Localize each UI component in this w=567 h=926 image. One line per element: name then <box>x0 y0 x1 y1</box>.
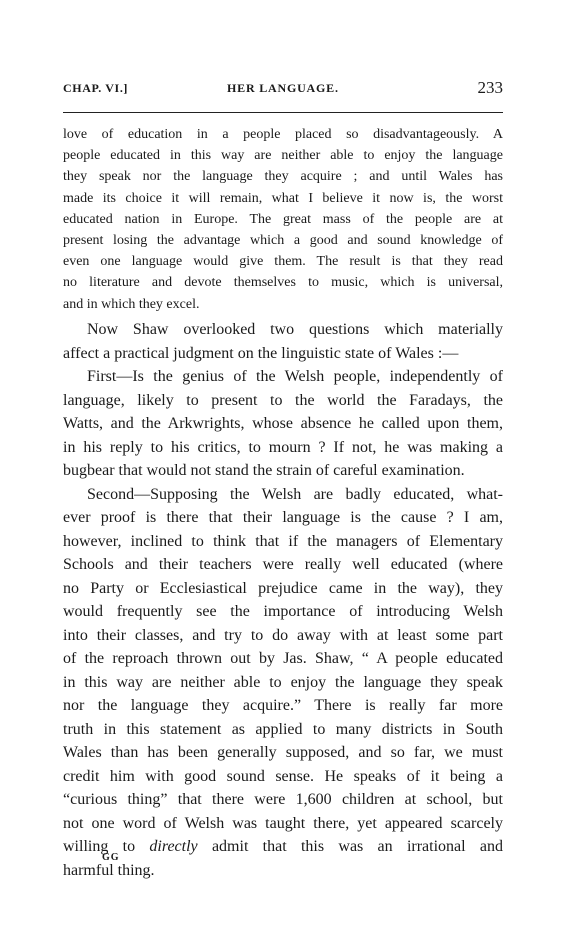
body-line: First—Is the genius of the Welsh people, independently of <box>87 368 503 385</box>
quote-line: educated nation in Europe. The great mass of the people are at <box>63 211 503 227</box>
body-line: Watts, and the Arkwrights, whose absence he called upon them, <box>63 415 503 432</box>
header-rule <box>63 112 503 113</box>
quote-line: present losing the advantage which a good and sound knowledge of <box>63 233 503 249</box>
body-line: language, likely to present to the world the Faradays, the <box>63 391 503 409</box>
body-line: Wales than has been generally supposed, and so far, we must <box>63 744 503 761</box>
body-line: Second—Supposing the Welsh are badly educated, what- <box>87 485 503 503</box>
quote-line: no literature and devote themselves to music, which is universal, <box>63 275 503 291</box>
quote-line: people educated in this way are neither able to enjoy the language <box>63 148 503 164</box>
body-line: nor the language they acquire.” There is really far more <box>63 697 503 714</box>
signature-mark: GG <box>102 852 120 863</box>
body-line: harmful thing. <box>63 861 155 879</box>
quote-line: even one language would give them. The result is that they read <box>63 254 503 270</box>
body-line: in this way are neither able to enjoy the language they speak <box>63 673 503 691</box>
body-line: into their classes, and try to do away with at least some part <box>63 626 503 644</box>
running-title: HER LANGUAGE. <box>227 81 339 95</box>
page-number: 233 <box>477 78 503 97</box>
body-line: not one word of Welsh was taught there, yet appeared scarcely <box>63 814 503 832</box>
body-line: Now Shaw overlooked two questions which materially <box>87 321 503 338</box>
quote-line: love of education in a people placed so disadvantageously. A <box>63 127 503 142</box>
chapter-label: CHAP. VI.] <box>63 81 129 95</box>
body-line: willing to directly admit that this was an irrational and <box>63 838 503 855</box>
body-line: “curious thing” that there were 1,600 children at school, but <box>63 791 503 808</box>
body-text <box>63 318 503 882</box>
body-line: credit him with good sound sense. He speaks of it being a <box>63 767 503 785</box>
quoted-passage <box>63 124 503 315</box>
running-header <box>63 78 503 100</box>
body-line: truth in this statement as applied to many districts in South <box>63 720 503 738</box>
quote-line: made its choice it will remain, what I believe it now is, the worst <box>63 190 503 206</box>
body-line: affect a practical judgment on the linguistic state of Wales :— <box>63 344 459 362</box>
body-line: bugbear that would not stand the strain of careful examination. <box>63 462 465 479</box>
body-line: Schools and their teachers were really well educated (where <box>63 556 503 573</box>
body-line: in his reply to his critics, to mourn ? If not, he was making a <box>63 438 503 456</box>
quote-line: they speak nor the language they acquire ; and until Wales has <box>63 169 503 185</box>
body-line: would frequently see the importance of introducing Welsh <box>63 603 503 620</box>
body-line: however, inclined to think that if the managers of Elementary <box>63 532 503 550</box>
emphasis: directly <box>149 838 198 855</box>
body-line: of the reproach thrown out by Jas. Shaw, “ A people educated <box>63 650 503 667</box>
body-line: no Party or Ecclesiastical prejudice came in the way), they <box>63 579 503 597</box>
body-line: ever proof is there that their language is the cause ? I am, <box>63 509 503 526</box>
quote-line: and in which they excel. <box>63 296 200 312</box>
